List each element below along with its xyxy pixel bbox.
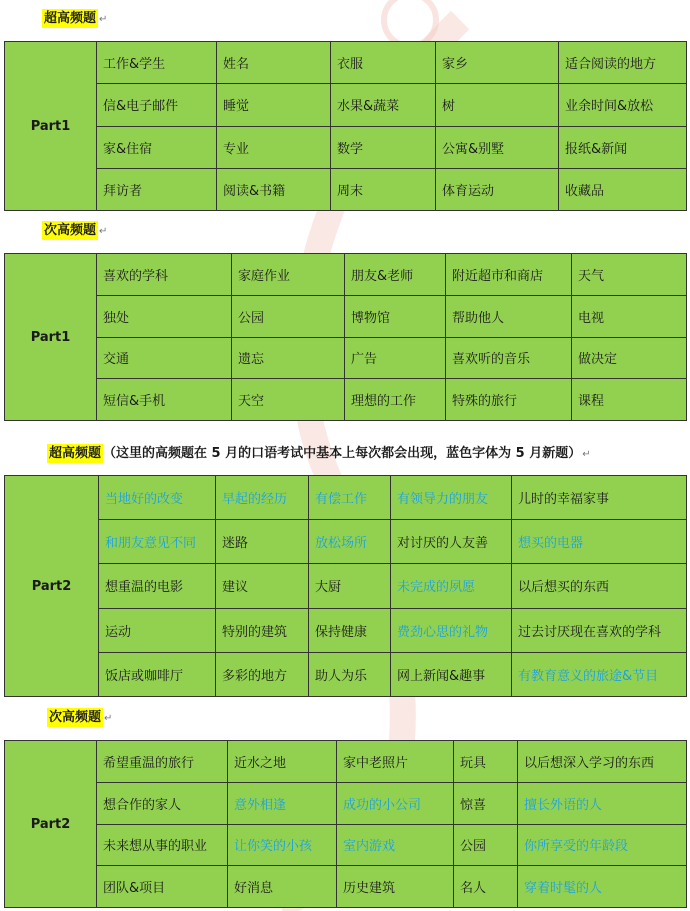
- topic-cell: 想重温的电影: [99, 564, 216, 608]
- topic-cell: 意外相逢: [228, 782, 337, 824]
- topic-cell: 和朋友意见不同: [99, 520, 216, 564]
- table-row: [5, 42, 687, 84]
- topic-cell: 电视: [572, 295, 687, 337]
- topic-cell: 有偿工作: [309, 476, 391, 520]
- topic-cell: 水果&蔬菜: [331, 84, 436, 126]
- topic-cell: 业余时间&放松: [559, 84, 687, 126]
- topic-cell: 天空: [232, 379, 345, 421]
- topic-cell: 早起的经历: [216, 476, 309, 520]
- topic-cell: 信&电子邮件: [97, 84, 217, 126]
- table-row: [5, 608, 687, 652]
- table-row: [5, 126, 687, 168]
- topic-cell: 交通: [97, 337, 232, 379]
- topic-cell: 做决定: [572, 337, 687, 379]
- table-body: [5, 741, 687, 908]
- topic-cell: 对讨厌的人友善: [391, 520, 512, 564]
- topic-table-2: [4, 253, 687, 421]
- topic-cell: 儿时的幸福家事: [512, 476, 687, 520]
- section-title-1: 超高频题 ↵: [44, 11, 108, 26]
- topic-cell: 费劲心思的礼物: [391, 608, 512, 652]
- topic-cell: 特殊的旅行: [446, 379, 572, 421]
- table-row: [5, 741, 687, 783]
- table-row: [5, 866, 687, 908]
- topic-cell: 独处: [97, 295, 232, 337]
- topic-cell: 建议: [216, 564, 309, 608]
- table-row: [5, 168, 687, 210]
- topic-cell: 擅长外语的人: [518, 782, 687, 824]
- topic-cell: 网上新闻&趣事: [391, 652, 512, 696]
- topic-cell: 好消息: [228, 866, 337, 908]
- table-body: [5, 476, 687, 697]
- topic-cell: 未来想从事的职业: [97, 824, 228, 866]
- topic-cell: 迷路: [216, 520, 309, 564]
- table-row: [5, 520, 687, 564]
- table-row: [5, 564, 687, 608]
- topic-cell: 运动: [99, 608, 216, 652]
- section-title-2: 次高频题 ↵: [44, 223, 108, 238]
- topic-cell: 穿着时髦的人: [518, 866, 687, 908]
- section-heading: 超高频题: [44, 11, 97, 26]
- topic-cell: 团队&项目: [97, 866, 228, 908]
- section-title-3: 超高频题 （这里的高频题在 5 月的口语考试中基本上每次都会出现，蓝色字体为 5 月新题）↵: [49, 446, 591, 461]
- table-row: [5, 824, 687, 866]
- table-row: [5, 782, 687, 824]
- topic-cell: 阅读&书籍: [217, 168, 331, 210]
- topic-cell: 家&住宿: [97, 126, 217, 168]
- topic-cell: 帮助他人: [446, 295, 572, 337]
- topic-cell: 大厨: [309, 564, 391, 608]
- table-body: [5, 254, 687, 421]
- topic-cell: 历史建筑: [337, 866, 454, 908]
- topic-cell: 近水之地: [228, 741, 337, 783]
- topic-cell: 惊喜: [454, 782, 518, 824]
- part-label: Part2: [5, 741, 97, 908]
- table-row: [5, 84, 687, 126]
- topic-cell: 公寓&别墅: [436, 126, 559, 168]
- topic-cell: 特别的建筑: [216, 608, 309, 652]
- topic-cell: 室内游戏: [337, 824, 454, 866]
- topic-cell: 饭店或咖啡厅: [99, 652, 216, 696]
- section-heading: 次高频题: [49, 710, 102, 725]
- table-row: [5, 379, 687, 421]
- topic-cell: 朋友&老师: [345, 254, 446, 296]
- topic-cell: 喜欢的学科: [97, 254, 232, 296]
- section-heading: 超高频题: [49, 446, 102, 461]
- topic-cell: 树: [436, 84, 559, 126]
- topic-cell: 衣服: [331, 42, 436, 84]
- topic-cell: 你所享受的年龄段: [518, 824, 687, 866]
- topic-cell: 保持健康: [309, 608, 391, 652]
- topic-cell: 想合作的家人: [97, 782, 228, 824]
- topic-cell: 广告: [345, 337, 446, 379]
- topic-cell: 工作&学生: [97, 42, 217, 84]
- topic-cell: 有领导力的朋友: [391, 476, 512, 520]
- topic-cell: 家乡: [436, 42, 559, 84]
- topic-cell: 适合阅读的地方: [559, 42, 687, 84]
- topic-cell: 天气: [572, 254, 687, 296]
- topic-cell: 体育运动: [436, 168, 559, 210]
- topic-cell: 睡觉: [217, 84, 331, 126]
- topic-cell: 博物馆: [345, 295, 446, 337]
- topic-cell: 想买的电器: [512, 520, 687, 564]
- topic-cell: 短信&手机: [97, 379, 232, 421]
- table-row: [5, 652, 687, 696]
- topic-cell: 理想的工作: [345, 379, 446, 421]
- topic-cell: 名人: [454, 866, 518, 908]
- topic-cell: 拜访者: [97, 168, 217, 210]
- topic-cell: 课程: [572, 379, 687, 421]
- section-title-4: 次高频题 ↵: [49, 710, 113, 725]
- topic-cell: 报纸&新闻: [559, 126, 687, 168]
- part-label: Part1: [5, 254, 97, 421]
- topic-cell: 数学: [331, 126, 436, 168]
- topic-cell: 有教育意义的旅途&节目: [512, 652, 687, 696]
- topic-cell: 多彩的地方: [216, 652, 309, 696]
- section-heading: 次高频题: [44, 223, 97, 238]
- topic-cell: 遗忘: [232, 337, 345, 379]
- table-row: [5, 476, 687, 520]
- topic-table-1: [4, 41, 687, 211]
- topic-cell: 收藏品: [559, 168, 687, 210]
- topic-cell: 放松场所: [309, 520, 391, 564]
- topic-table-4: [4, 740, 687, 908]
- topic-cell: 喜欢听的音乐: [446, 337, 572, 379]
- topic-cell: 当地好的改变: [99, 476, 216, 520]
- topic-cell: 以后想买的东西: [512, 564, 687, 608]
- topic-cell: 公园: [454, 824, 518, 866]
- topic-cell: 希望重温的旅行: [97, 741, 228, 783]
- topic-cell: 周末: [331, 168, 436, 210]
- part-label: Part2: [5, 476, 99, 697]
- topic-cell: 玩具: [454, 741, 518, 783]
- section-note: （这里的高频题在 5 月的口语考试中基本上每次都会出现，蓝色字体为 5 月新题）: [103, 446, 582, 461]
- topic-cell: 以后想深入学习的东西: [518, 741, 687, 783]
- table-row: [5, 337, 687, 379]
- topic-cell: 专业: [217, 126, 331, 168]
- topic-cell: 过去讨厌现在喜欢的学科: [512, 608, 687, 652]
- topic-cell: 家中老照片: [337, 741, 454, 783]
- topic-cell: 让你笑的小孩: [228, 824, 337, 866]
- topic-cell: 附近超市和商店: [446, 254, 572, 296]
- table-row: [5, 295, 687, 337]
- table-row: [5, 254, 687, 296]
- topic-table-3: [4, 475, 687, 697]
- topic-cell: 姓名: [217, 42, 331, 84]
- topic-cell: 公园: [232, 295, 345, 337]
- topic-cell: 成功的小公司: [337, 782, 454, 824]
- topic-cell: 助人为乐: [309, 652, 391, 696]
- part-label: Part1: [5, 42, 97, 211]
- topic-cell: 未完成的夙愿: [391, 564, 512, 608]
- topic-cell: 家庭作业: [232, 254, 345, 296]
- table-body: [5, 42, 687, 211]
